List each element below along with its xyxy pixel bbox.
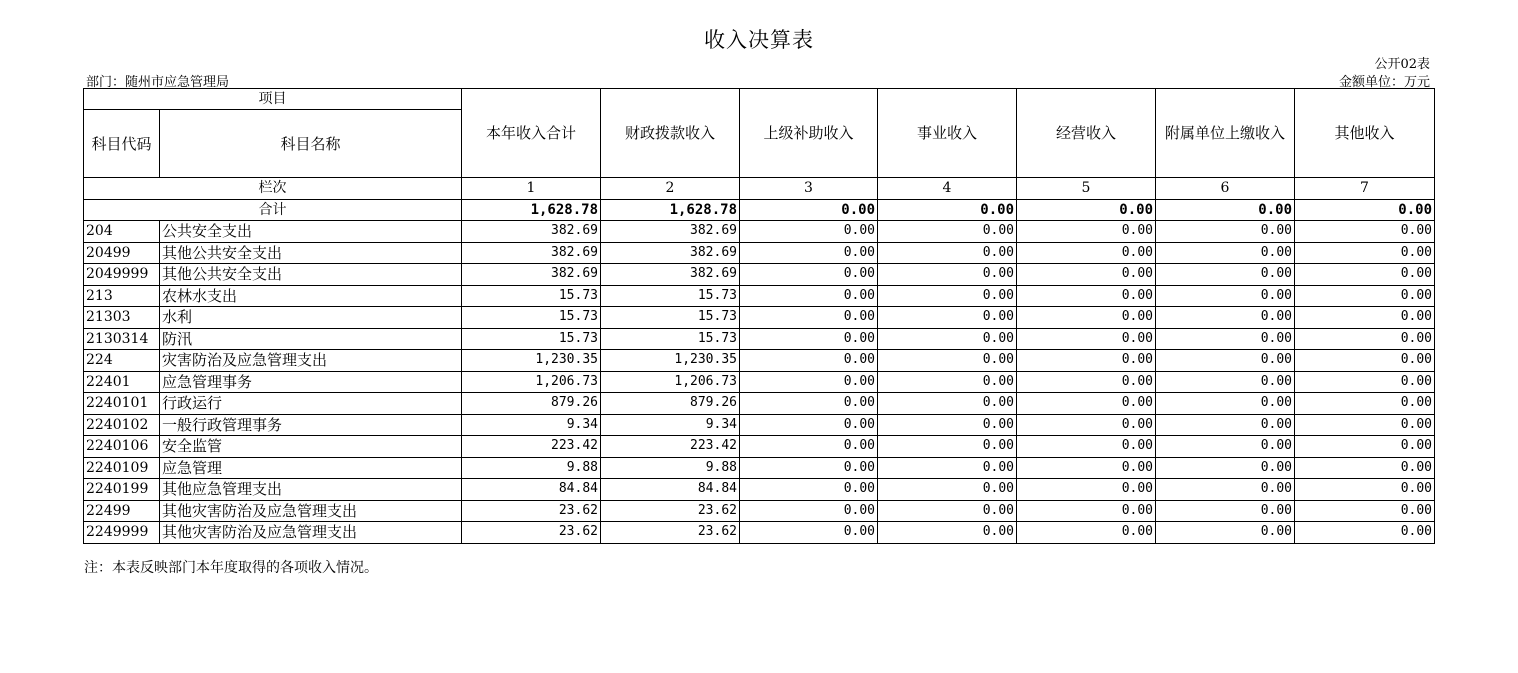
col-num-4: 4: [878, 178, 1017, 200]
amount-cell: 0.00: [878, 414, 1017, 436]
total-value: 0.00: [878, 199, 1017, 221]
amount-cell: 0.00: [878, 393, 1017, 415]
col-num-3: 3: [740, 178, 878, 200]
amount-cell: 0.00: [878, 371, 1017, 393]
amount-cell: 0.00: [1295, 500, 1435, 522]
subject-name: 其他公共安全支出: [160, 264, 462, 286]
amount-cell: 382.69: [601, 264, 740, 286]
amount-cell: 0.00: [1156, 285, 1295, 307]
amount-cell: 0.00: [1295, 350, 1435, 372]
amount-cell: 0.00: [1295, 285, 1435, 307]
amount-cell: 382.69: [601, 221, 740, 243]
subject-code: 2049999: [84, 264, 160, 286]
subject-name: 水利: [160, 307, 462, 329]
amount-cell: 0.00: [740, 350, 878, 372]
amount-cell: 0.00: [1295, 457, 1435, 479]
amount-cell: 0.00: [1017, 479, 1156, 501]
table-row: [84, 414, 1435, 436]
amount-cell: 0.00: [1156, 350, 1295, 372]
amount-cell: 382.69: [462, 264, 601, 286]
amount-cell: 0.00: [878, 285, 1017, 307]
amount-cell: 0.00: [740, 328, 878, 350]
amount-cell: 15.73: [462, 328, 601, 350]
amount-cell: 879.26: [601, 393, 740, 415]
table-row: [84, 457, 1435, 479]
amount-cell: 84.84: [601, 479, 740, 501]
amount-cell: 0.00: [1017, 436, 1156, 458]
amount-cell: 879.26: [462, 393, 601, 415]
amount-cell: 0.00: [1295, 328, 1435, 350]
amount-cell: 0.00: [1017, 328, 1156, 350]
subject-name: 其他灾害防治及应急管理支出: [160, 522, 462, 544]
amount-cell: 0.00: [740, 457, 878, 479]
subject-name: 应急管理事务: [160, 371, 462, 393]
col-num-6: 6: [1156, 178, 1295, 200]
amount-cell: 9.34: [462, 414, 601, 436]
amount-cell: 382.69: [462, 221, 601, 243]
amount-cell: 0.00: [1156, 307, 1295, 329]
amount-cell: 23.62: [601, 500, 740, 522]
amount-cell: 0.00: [1295, 522, 1435, 544]
amount-cell: 0.00: [1156, 457, 1295, 479]
amount-cell: 15.73: [601, 307, 740, 329]
table-row: [84, 371, 1435, 393]
amount-cell: 0.00: [1156, 500, 1295, 522]
table-row: [84, 436, 1435, 458]
amount-cell: 0.00: [878, 522, 1017, 544]
table-row: [84, 479, 1435, 501]
amount-cell: 0.00: [1295, 479, 1435, 501]
table-row: [84, 350, 1435, 372]
subject-code: 20499: [84, 242, 160, 264]
subject-name: 应急管理: [160, 457, 462, 479]
table-row: [84, 522, 1435, 544]
amount-cell: 0.00: [1295, 414, 1435, 436]
subject-name: 农林水支出: [160, 285, 462, 307]
amount-cell: 0.00: [1295, 307, 1435, 329]
amount-cell: 0.00: [1017, 500, 1156, 522]
subject-name: 其他应急管理支出: [160, 479, 462, 501]
amount-cell: 0.00: [740, 221, 878, 243]
amount-cell: 0.00: [1017, 414, 1156, 436]
form-number: 公开02表: [1374, 57, 1430, 72]
amount-cell: 0.00: [1156, 414, 1295, 436]
amount-cell: 15.73: [462, 285, 601, 307]
row-label-cell: 栏次: [84, 178, 462, 200]
amount-cell: 0.00: [878, 307, 1017, 329]
table-row: [84, 264, 1435, 286]
subject-name: 其他灾害防治及应急管理支出: [160, 500, 462, 522]
amount-cell: 0.00: [1295, 393, 1435, 415]
header-col-1: 本年收入合计: [462, 89, 601, 178]
amount-cell: 0.00: [740, 414, 878, 436]
amount-cell: 0.00: [878, 264, 1017, 286]
amount-cell: 0.00: [1017, 221, 1156, 243]
table-row: [84, 328, 1435, 350]
amount-cell: 0.00: [740, 242, 878, 264]
amount-cell: 1,230.35: [601, 350, 740, 372]
amount-cell: 0.00: [878, 328, 1017, 350]
total-value: 1,628.78: [601, 199, 740, 221]
amount-cell: 0.00: [1017, 393, 1156, 415]
amount-cell: 0.00: [1017, 350, 1156, 372]
amount-cell: 0.00: [740, 479, 878, 501]
header-col-6: 附属单位上缴收入: [1156, 89, 1295, 178]
income-table: [83, 88, 1435, 544]
amount-cell: 0.00: [878, 350, 1017, 372]
amount-cell: 223.42: [601, 436, 740, 458]
header-col-4: 事业收入: [878, 89, 1017, 178]
total-value: 0.00: [1156, 199, 1295, 221]
subject-code: 2130314: [84, 328, 160, 350]
amount-cell: 0.00: [1017, 242, 1156, 264]
amount-cell: 223.42: [462, 436, 601, 458]
subject-code: 213: [84, 285, 160, 307]
subject-name: 灾害防治及应急管理支出: [160, 350, 462, 372]
header-col-5: 经营收入: [1017, 89, 1156, 178]
col-num-2: 2: [601, 178, 740, 200]
amount-cell: 0.00: [878, 436, 1017, 458]
header-col-2: 财政拨款收入: [601, 89, 740, 178]
amount-cell: 0.00: [1156, 328, 1295, 350]
subject-code: 22499: [84, 500, 160, 522]
amount-cell: 0.00: [1156, 436, 1295, 458]
amount-cell: 0.00: [740, 500, 878, 522]
amount-cell: 0.00: [1295, 242, 1435, 264]
amount-cell: 382.69: [601, 242, 740, 264]
amount-cell: 0.00: [878, 479, 1017, 501]
amount-cell: 1,230.35: [462, 350, 601, 372]
amount-cell: 0.00: [1017, 307, 1156, 329]
table-row: [84, 500, 1435, 522]
table-row: [84, 307, 1435, 329]
amount-cell: 9.88: [462, 457, 601, 479]
total-value: 0.00: [1017, 199, 1156, 221]
subject-name: 公共安全支出: [160, 221, 462, 243]
subject-code: 2240101: [84, 393, 160, 415]
amount-cell: 15.73: [462, 307, 601, 329]
subject-name: 防汛: [160, 328, 462, 350]
amount-cell: 0.00: [740, 264, 878, 286]
subject-code: 22401: [84, 371, 160, 393]
amount-cell: 15.73: [601, 285, 740, 307]
subject-code: 2249999: [84, 522, 160, 544]
amount-cell: 0.00: [1156, 242, 1295, 264]
amount-cell: 0.00: [1156, 479, 1295, 501]
subject-code: 2240102: [84, 414, 160, 436]
subject-code: 21303: [84, 307, 160, 329]
amount-cell: 0.00: [1295, 371, 1435, 393]
subject-code: 2240106: [84, 436, 160, 458]
subject-name: 一般行政管理事务: [160, 414, 462, 436]
subject-name: 其他公共安全支出: [160, 242, 462, 264]
header-code: 科目代码: [84, 110, 160, 178]
page-title: 收入决算表: [704, 28, 814, 52]
table-row: [84, 393, 1435, 415]
amount-cell: 0.00: [1156, 221, 1295, 243]
amount-cell: 9.88: [601, 457, 740, 479]
total-value: 1,628.78: [462, 199, 601, 221]
amount-unit-label: 金额单位：万元: [1338, 75, 1430, 90]
amount-cell: 0.00: [1295, 221, 1435, 243]
amount-cell: 0.00: [740, 307, 878, 329]
amount-cell: 0.00: [878, 457, 1017, 479]
total-value: 0.00: [1295, 199, 1435, 221]
department-label: 部门：随州市应急管理局: [86, 75, 230, 90]
subject-name: 安全监管: [160, 436, 462, 458]
subject-code: 204: [84, 221, 160, 243]
subject-code: 2240199: [84, 479, 160, 501]
amount-cell: 0.00: [740, 371, 878, 393]
header-name: 科目名称: [160, 110, 462, 178]
amount-cell: 23.62: [462, 522, 601, 544]
amount-cell: 0.00: [878, 500, 1017, 522]
table-row: [84, 242, 1435, 264]
amount-cell: 0.00: [1156, 371, 1295, 393]
subject-code: 224: [84, 350, 160, 372]
table-row: [84, 221, 1435, 243]
subject-code: 2240109: [84, 457, 160, 479]
amount-cell: 382.69: [462, 242, 601, 264]
amount-cell: 0.00: [1017, 285, 1156, 307]
amount-cell: 0.00: [740, 522, 878, 544]
col-num-5: 5: [1017, 178, 1156, 200]
amount-cell: 23.62: [601, 522, 740, 544]
amount-cell: 1,206.73: [462, 371, 601, 393]
total-row: [84, 199, 1435, 221]
amount-cell: 0.00: [1295, 436, 1435, 458]
amount-cell: 9.34: [601, 414, 740, 436]
header-item: 项目: [84, 89, 462, 110]
table-row: [84, 285, 1435, 307]
col-num-7: 7: [1295, 178, 1435, 200]
amount-cell: 0.00: [878, 221, 1017, 243]
amount-cell: 0.00: [740, 393, 878, 415]
amount-cell: 0.00: [1156, 264, 1295, 286]
table-note: 注：本表反映部门本年度取得的各项收入情况。: [84, 560, 378, 576]
amount-cell: 15.73: [601, 328, 740, 350]
amount-cell: 0.00: [1156, 522, 1295, 544]
amount-cell: 0.00: [1017, 264, 1156, 286]
total-label: 合计: [84, 199, 462, 221]
amount-cell: 1,206.73: [601, 371, 740, 393]
amount-cell: 0.00: [740, 436, 878, 458]
amount-cell: 23.62: [462, 500, 601, 522]
header-col-7: 其他收入: [1295, 89, 1435, 178]
subject-name: 行政运行: [160, 393, 462, 415]
amount-cell: 0.00: [1017, 457, 1156, 479]
amount-cell: 0.00: [878, 242, 1017, 264]
amount-cell: 0.00: [740, 285, 878, 307]
amount-cell: 0.00: [1017, 371, 1156, 393]
total-value: 0.00: [740, 199, 878, 221]
header-col-3: 上级补助收入: [740, 89, 878, 178]
amount-cell: 0.00: [1156, 393, 1295, 415]
amount-cell: 0.00: [1017, 522, 1156, 544]
amount-cell: 0.00: [1295, 264, 1435, 286]
amount-cell: 84.84: [462, 479, 601, 501]
col-num-1: 1: [462, 178, 601, 200]
